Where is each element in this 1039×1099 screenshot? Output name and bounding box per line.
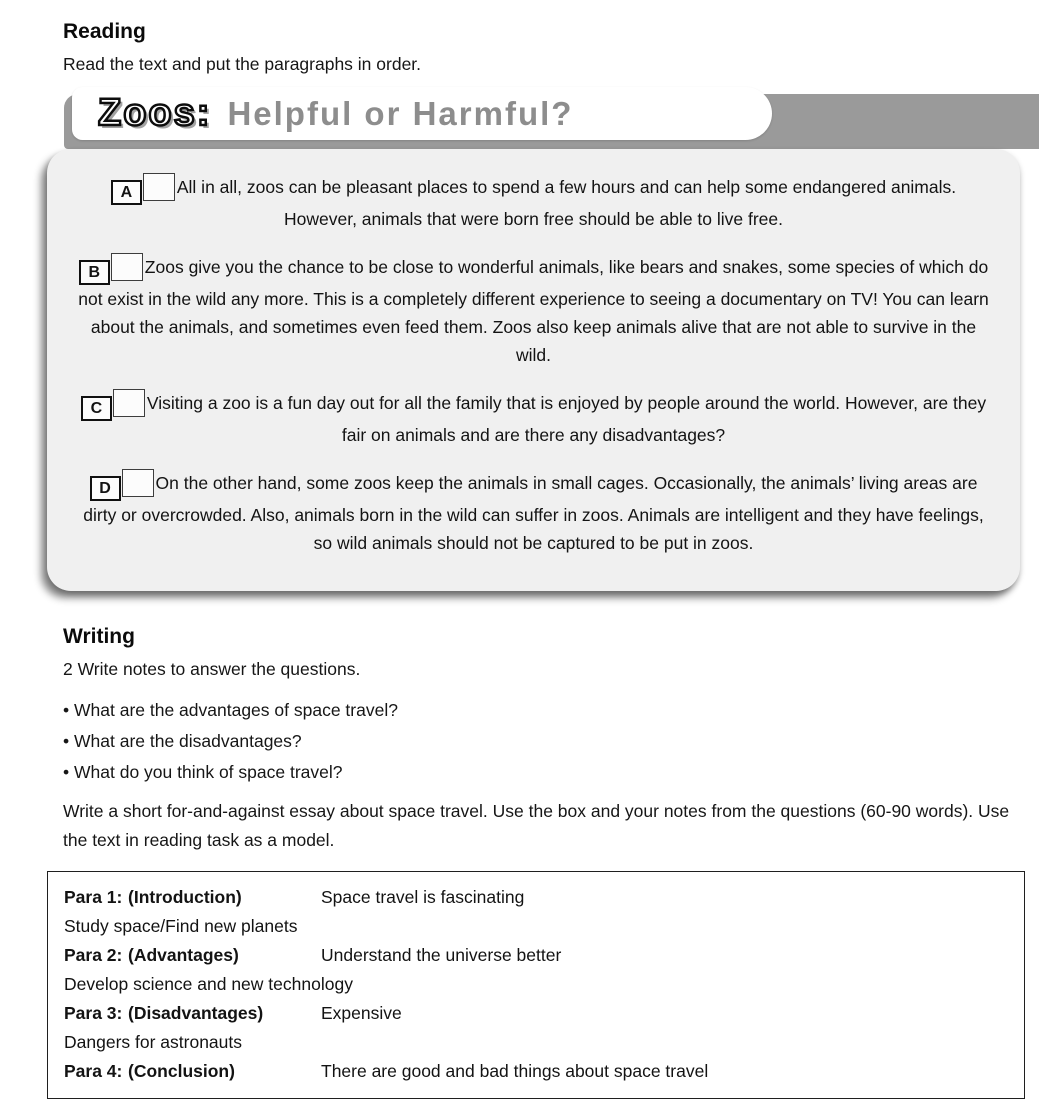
reading-heading: Reading (63, 20, 146, 43)
title-zoos-text: Zoos: (98, 92, 212, 134)
plan-row-para3 (64, 999, 1008, 1028)
zoos-title-area (0, 87, 1039, 149)
paragraph-a-text: All in all, zoos can be pleasant places to spend a few hours and can help some endangered animals. However, animals that were born free should be able to live free. (176, 177, 957, 229)
paragraph-b-label: B (79, 260, 110, 285)
paragraph-b (77, 253, 990, 369)
paragraph-c-text: Visiting a zoo is a fun day out for all the family that is enjoyed by people around the world. However, are they fair on animals and are there any disadvantages? (146, 393, 987, 445)
paragraph-d-label: D (90, 476, 121, 501)
paragraph-d-text: On the other hand, some zoos keep the animals in small cages. Occasionally, the animals’ living areas are dirty or overcrowded. Also, animals born in the wild can suffer in zoos. Animals are intelligent and they have feelings, so wild animals should not be captured to be put in zoos. (83, 473, 984, 553)
plan-note-1 (64, 912, 1008, 941)
title-banner (72, 87, 772, 140)
plan-note-1-text: Study space/Find new planets (64, 915, 298, 936)
plan-note-3 (64, 1028, 1008, 1057)
plan-row-para2 (64, 941, 1008, 970)
plan-para4-type: (Conclusion) (128, 1060, 235, 1081)
plan-row-para1 (64, 883, 1008, 912)
plan-para1-value: Space travel is fascinating (321, 886, 525, 907)
plan-note-2-text: Develop science and new technology (64, 973, 353, 994)
writing-heading: Writing (63, 625, 135, 648)
paragraph-c (77, 389, 990, 449)
question-advantages: • What are the advantages of space travel? (63, 700, 1039, 721)
paragraph-b-answer-box[interactable] (111, 253, 143, 281)
plan-para3-label: Para 3: (64, 1002, 123, 1023)
plan-para4-label: Para 4: (64, 1060, 123, 1081)
paragraph-c-label: C (81, 396, 112, 421)
plan-para1-label: Para 1: (64, 886, 123, 907)
paragraph-a (77, 173, 990, 233)
writing-questions (63, 700, 1039, 783)
paragraph-d-answer-box[interactable] (122, 469, 154, 497)
plan-para3-type: (Disadvantages) (128, 1002, 264, 1023)
plan-para4-value: There are good and bad things about space travel (321, 1060, 709, 1081)
paragraph-b-text: Zoos give you the chance to be close to wonderful animals, like bears and snakes, some species of which do not exist in the wild any more. This is a completely different experience to seeing a documentary on TV! You can learn about the animals, and sometimes even feed them. Zoos also keep animals alive that are not able to survive in the wild. (78, 257, 989, 365)
plan-row-para4 (64, 1057, 1008, 1086)
paragraph-a-label: A (111, 180, 142, 205)
writing-instruction: 2 Write notes to answer the questions. (63, 659, 361, 679)
plan-note-3-text: Dangers for astronauts (64, 1031, 243, 1052)
essay-plan-box (47, 871, 1025, 1099)
paragraph-c-answer-box[interactable] (113, 389, 145, 417)
plan-para1-type: (Introduction) (128, 886, 242, 907)
essay-prompt: Write a short for-and-against essay about space travel. Use the box and your notes from the questions (60-90 words). Use the text in reading task as a model. (63, 801, 1010, 850)
reading-panel (47, 149, 1020, 591)
plan-para2-label: Para 2: (64, 944, 123, 965)
plan-para3-value: Expensive (321, 1002, 402, 1023)
question-opinion: • What do you think of space travel? (63, 762, 1039, 783)
paragraph-a-answer-box[interactable] (143, 173, 175, 201)
worksheet-page (0, 20, 1039, 1099)
reading-instruction: Read the text and put the paragraphs in order. (63, 54, 422, 74)
paragraph-d (77, 469, 990, 557)
question-disadvantages: • What are the disadvantages? (63, 731, 1039, 752)
title-subtitle-text: Helpful or Harmful? (227, 94, 574, 132)
plan-para2-value: Understand the universe better (321, 944, 562, 965)
plan-para2-type: (Advantages) (128, 944, 239, 965)
plan-note-2 (64, 970, 1008, 999)
